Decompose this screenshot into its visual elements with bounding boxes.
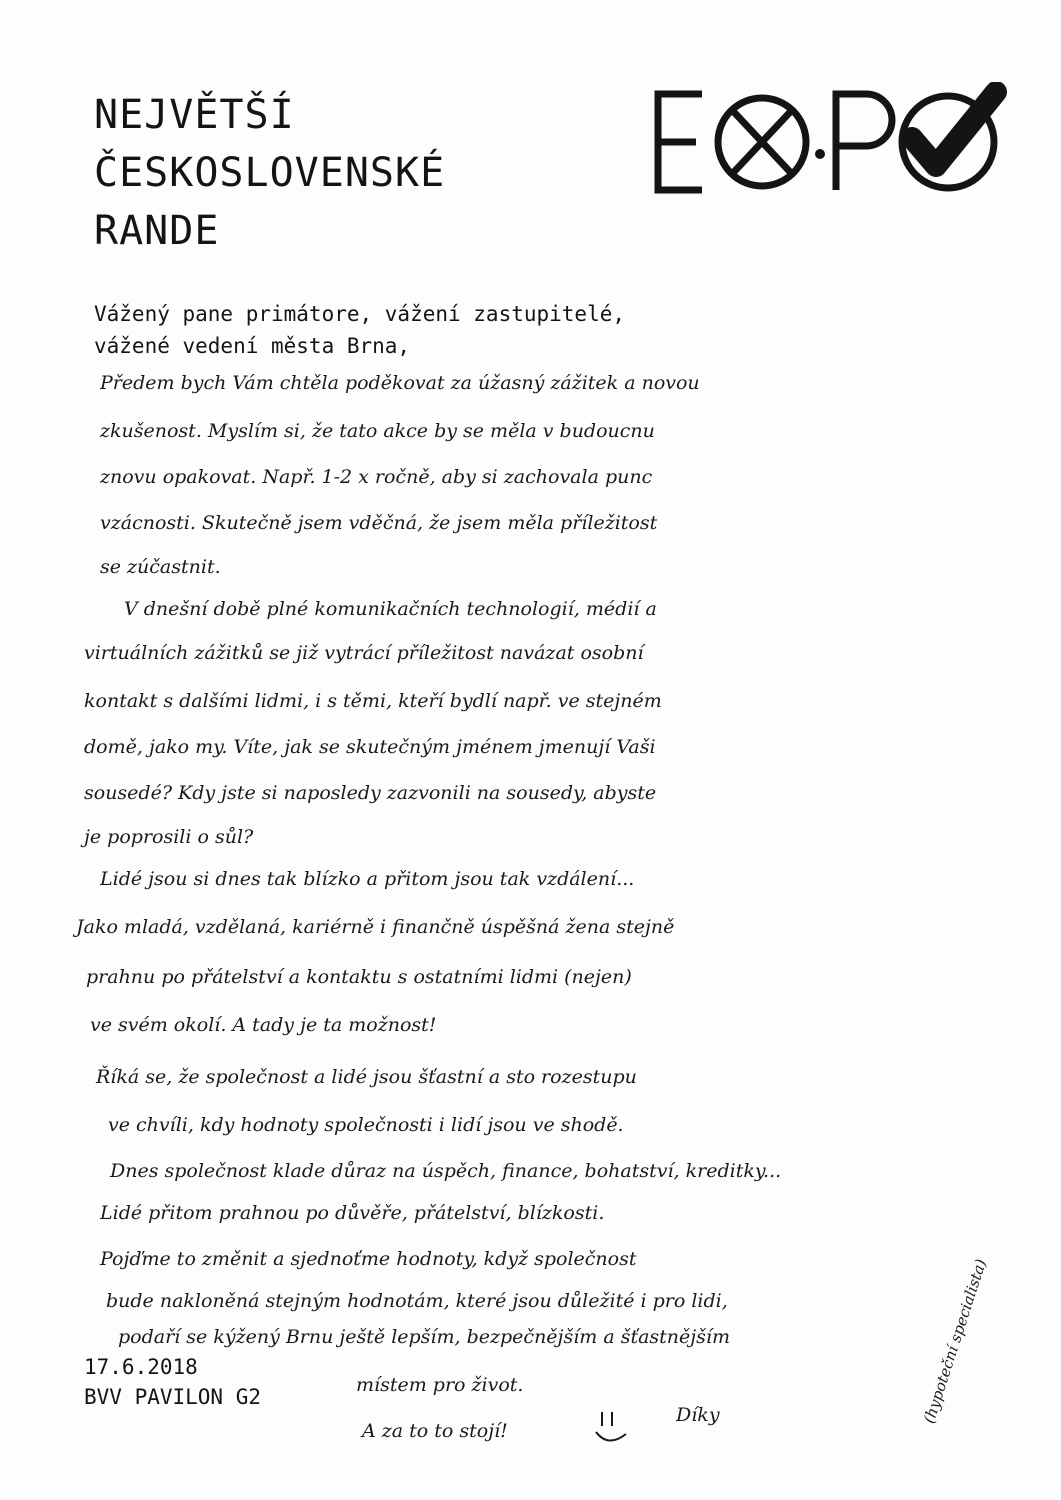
smiley-doodle-icon bbox=[592, 1408, 632, 1450]
handwritten-line: V dnešní době plné komunikačních technologií, médií a bbox=[124, 598, 657, 620]
handwritten-line: místem pro život. bbox=[356, 1374, 524, 1396]
handwritten-line: Lidé jsou si dnes tak blízko a přitom jsou tak vzdálení... bbox=[100, 868, 635, 890]
handwritten-line: Jako mladá, vzdělaná, kariérně i finančně úspěšná žena stejně bbox=[76, 916, 675, 938]
handwritten-line: Dnes společnost klade důraz na úspěch, finance, bohatství, kreditky... bbox=[110, 1160, 782, 1182]
handwritten-side-note: (hypoteční specialista) bbox=[920, 1256, 991, 1426]
title-line-1: NEJVĚTŠÍ bbox=[94, 92, 295, 138]
handwritten-line: bude nakloněná stejným hodnotám, které jsou důležité i pro lidi, bbox=[106, 1290, 728, 1312]
event-date: 17.6.2018 bbox=[84, 1355, 198, 1379]
handwritten-line: znovu opakovat. Např. 1-2 x ročně, aby si zachovala punc bbox=[100, 466, 653, 488]
handwritten-line: A za to to stojí! bbox=[362, 1420, 508, 1442]
handwritten-line: ve chvíli, kdy hodnoty společnosti i lidí jsou ve shodě. bbox=[108, 1114, 624, 1136]
handwritten-line: vzácnosti. Skutečně jsem vděčná, že jsem měla příležitost bbox=[100, 512, 658, 534]
handwritten-signoff: Díky bbox=[676, 1404, 720, 1426]
title-line-3: RANDE bbox=[94, 208, 220, 254]
handwritten-line: virtuálních zážitků se již vytrácí příležitost navázat osobní bbox=[84, 642, 644, 664]
handwritten-line: kontakt s dalšími lidmi, i s těmi, kteří bydlí např. ve stejném bbox=[84, 690, 662, 712]
handwritten-line: prahnu po přátelství a kontaktu s ostatními lidmi (nejen) bbox=[86, 966, 632, 988]
handwritten-line: je poprosili o sůl? bbox=[84, 826, 254, 848]
event-footer bbox=[84, 1352, 261, 1412]
salutation bbox=[94, 298, 625, 362]
salutation-line-1: Vážený pane primátore, vážení zastupitelé, bbox=[94, 302, 626, 326]
handwritten-line: zkušenost. Myslím si, že tato akce by se měla v budoucnu bbox=[100, 420, 655, 442]
handwritten-line: Říká se, že společnost a lidé jsou šťastní a sto rozestupu bbox=[96, 1066, 637, 1088]
event-venue: BVV PAVILON G2 bbox=[84, 1385, 262, 1409]
title-line-2: ČESKOSLOVENSKÉ bbox=[94, 150, 446, 196]
handwritten-line: sousedé? Kdy jste si naposledy zazvonili na sousedy, abyste bbox=[84, 782, 657, 804]
handwritten-line: Pojďme to změnit a sjednoťme hodnoty, když společnost bbox=[100, 1248, 637, 1270]
expo-logo bbox=[650, 82, 1010, 202]
salutation-line-2: vážené vedení města Brna, bbox=[94, 334, 411, 358]
handwritten-line: ve svém okolí. A tady je ta možnost! bbox=[90, 1014, 437, 1036]
handwritten-line: domě, jako my. Víte, jak se skutečným jménem jmenují Vaši bbox=[84, 736, 656, 758]
event-title bbox=[94, 86, 445, 260]
handwritten-line: Lidé přitom prahnou po důvěře, přátelství, blízkosti. bbox=[100, 1202, 605, 1224]
handwritten-line: Předem bych Vám chtěla poděkovat za úžasný zážitek a novou bbox=[100, 372, 700, 394]
handwritten-line: se zúčastnit. bbox=[100, 556, 221, 578]
handwritten-line: podaří se kýžený Brnu ještě lepším, bezpečnějším a šťastnějším bbox=[118, 1326, 731, 1348]
